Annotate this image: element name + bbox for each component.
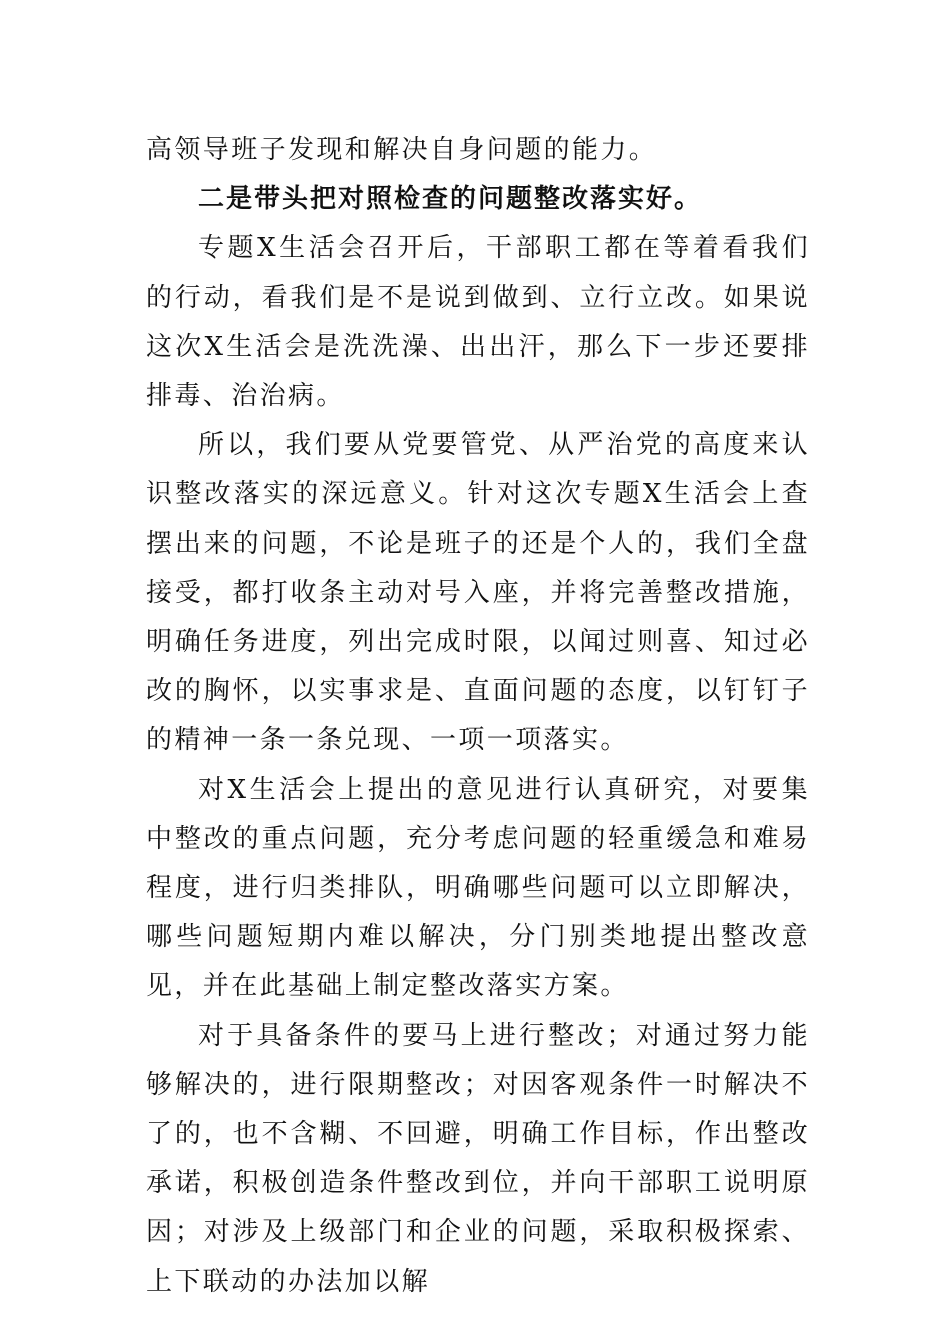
paragraph: 所以，我们要从党要管党、从严治党的高度来认识整改落实的深远意义。针对这次专题X生活会上查摆出来的问题，不论是班子的还是个人的，我们全盘接受，都打收条主动对号入座，并将完善整改措施，明确任务进度，列出完成时限，以闻过则喜、知过必改的胸怀，以实事求是、直面问题的态度，以钉钉子的精神一条一条兑现、一项一项落实。 — [146, 430, 810, 756]
section-heading: 二是带头把对照检查的问题整改落实好。 — [198, 184, 703, 215]
paragraph-continuation: 高领导班子发现和解决自身问题的能力。 — [146, 135, 658, 165]
paragraph: 专题X生活会召开后，干部职工都在等着看我们的行动，看我们是不是说到做到、立行立改。如果说这次X生活会是洗洗澡、出出汗，那么下一步还要排排毒、治治病。 — [146, 233, 810, 412]
paragraph: 对于具备条件的要马上进行整改；对通过努力能够解决的，进行限期整改；对因客观条件一时解决不了的，也不含糊、不回避，明确工作目标，作出整改承诺，积极创造条件整改到位，并向干部职工说明原因；对涉及上级部门和企业的问题，采取积极探索、上下联动的办法加以解 — [146, 1020, 810, 1297]
paragraph: 对X生活会上提出的意见进行认真研究，对要集中整改的重点问题，充分考虑问题的轻重缓急和难易程度，进行归类排队，明确哪些问题可以立即解决，哪些问题短期内难以解决，分门别类地提出整改意见，并在此基础上制定整改落实方案。 — [146, 774, 810, 1002]
document-body — [146, 126, 810, 1307]
